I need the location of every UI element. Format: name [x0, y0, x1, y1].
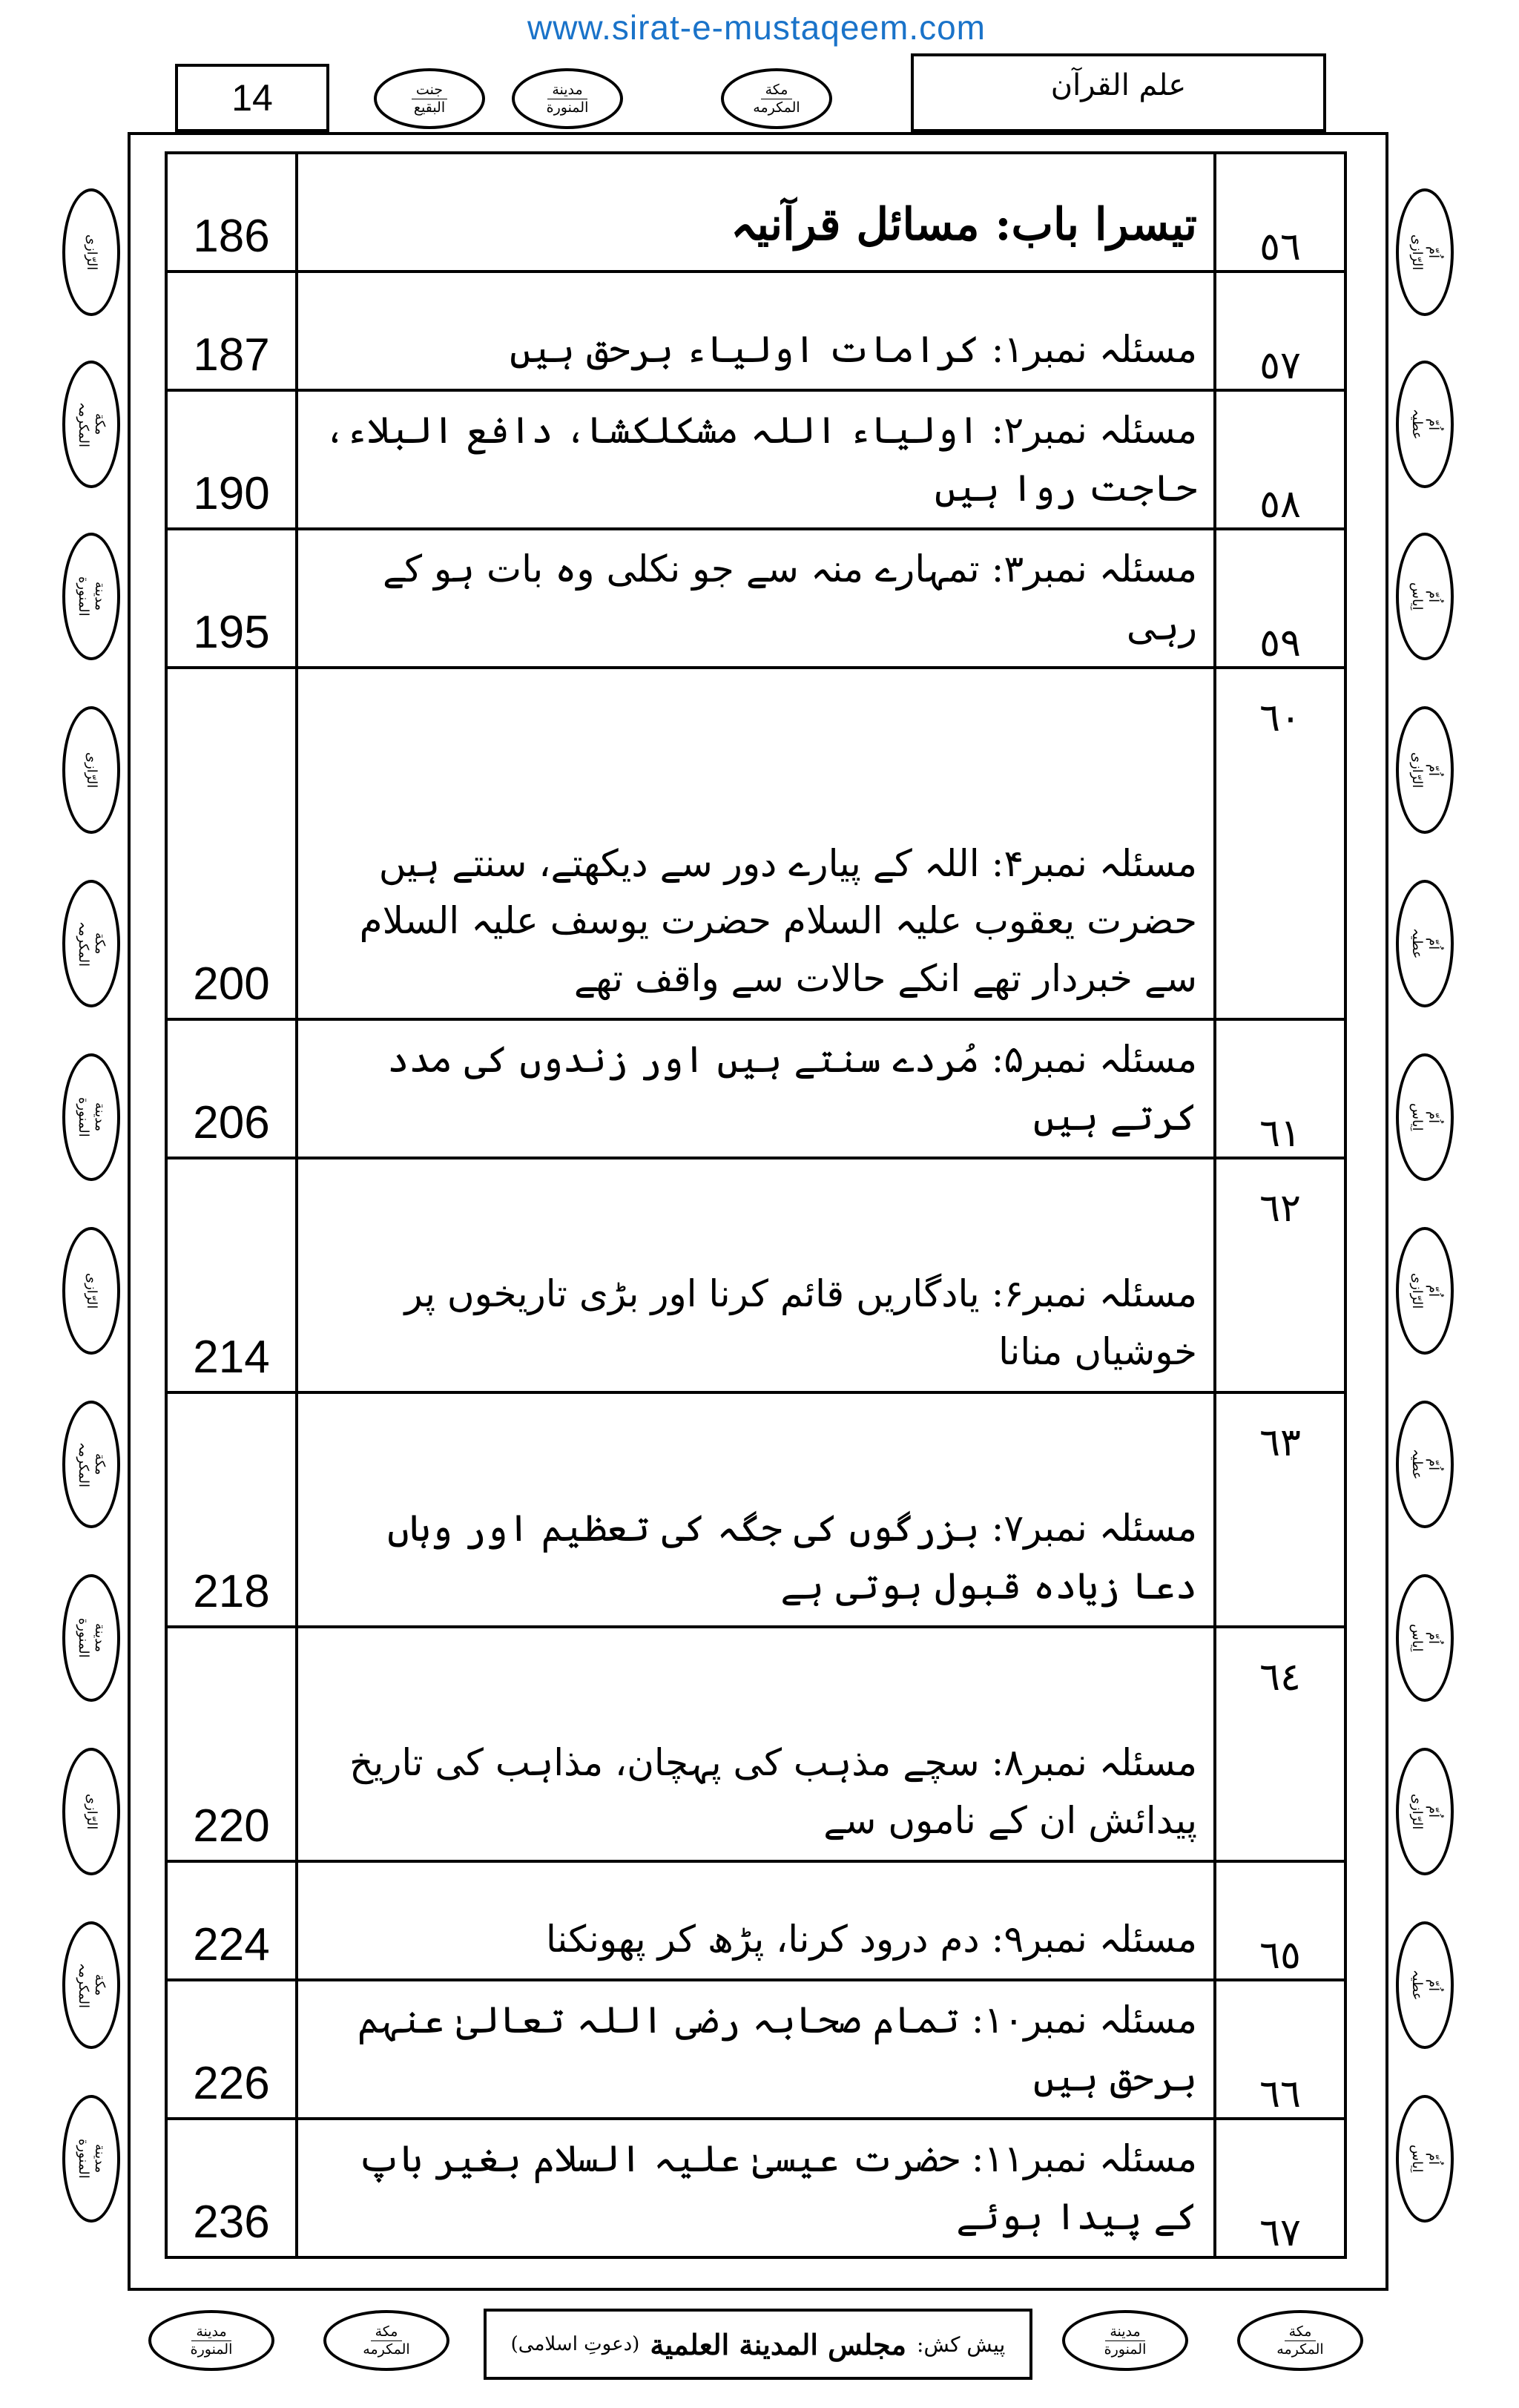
- badge-line: مدینة: [92, 2144, 108, 2174]
- badge-line: المنورة: [76, 2139, 91, 2179]
- badge-line: اُمّ: [1426, 1805, 1441, 1818]
- side-badge-left: [62, 1921, 120, 2049]
- toc-page: 200: [166, 668, 297, 1019]
- side-badge-left: [62, 188, 120, 316]
- toc-title: تیسرا باب: مسائل قرآنیہ: [297, 153, 1215, 272]
- toc-number: ٦٠: [1215, 668, 1345, 1019]
- side-badge-left: [62, 1053, 120, 1181]
- toc-row[interactable]: [166, 1019, 1345, 1158]
- toc-row[interactable]: [166, 1627, 1345, 1861]
- side-badge-right: [1396, 2095, 1454, 2223]
- badge-line: اُمّ: [1426, 1111, 1441, 1124]
- side-badge-right: [1396, 1053, 1454, 1181]
- toc-row[interactable]: [166, 1861, 1345, 1980]
- badge-line: مدینة: [92, 1623, 108, 1653]
- badge-line: اِیاس: [1409, 2145, 1425, 2173]
- toc-number: ٥٦: [1215, 153, 1345, 272]
- badge-line: مدینة: [191, 2323, 231, 2341]
- toc-title: مسئلہ نمبر۱: کرامات اولیاء برحق ہیں: [297, 272, 1215, 390]
- site-url[interactable]: www.sirat-e-mustaqeem.com: [527, 8, 986, 47]
- badge-line: المنورة: [76, 576, 91, 616]
- badge-line: الرّازی: [1409, 234, 1425, 271]
- side-badge-left: [62, 1227, 120, 1355]
- toc-row[interactable]: [166, 1158, 1345, 1392]
- badge-makka-mukarrama: [721, 68, 832, 129]
- footer-badge: [1237, 2310, 1363, 2371]
- side-badge-right: [1396, 1227, 1454, 1355]
- badge-line: الرّازی: [1409, 751, 1425, 789]
- side-badge-left: [62, 1574, 120, 1702]
- toc-number: ٦٣: [1215, 1392, 1345, 1627]
- toc-title: مسئلہ نمبر۵: مُردے سنتے ہیں اور زندوں کی مدد کرتے ہیں: [297, 1019, 1215, 1158]
- toc-title: مسئلہ نمبر۸: سچے مذہب کی پہچان، مذاہب کی تاریخ پیدائش ان کے ناموں سے: [297, 1627, 1215, 1861]
- badge-line: مکة: [92, 932, 108, 955]
- badge-line: جنت: [412, 82, 447, 99]
- badge-line: اُمّ: [1426, 590, 1441, 603]
- toc-row[interactable]: [166, 153, 1345, 272]
- toc-page: 214: [166, 1158, 297, 1392]
- toc-page: 236: [166, 2119, 297, 2257]
- publisher-label: پیش کش:: [917, 2332, 1006, 2357]
- toc-page: 226: [166, 1980, 297, 2119]
- badge-line: مکة: [761, 82, 793, 99]
- toc-number: ٦٤: [1215, 1627, 1345, 1861]
- publisher-name: مجلس المدینة العلمیة: [650, 2327, 907, 2361]
- side-badge-left: [62, 706, 120, 834]
- side-badge-left: [62, 2095, 120, 2223]
- badge-line: اِیاس: [1409, 1103, 1425, 1131]
- badge-line: مدینة: [1105, 2323, 1144, 2341]
- badge-line: البقیع: [413, 99, 446, 116]
- toc-row[interactable]: [166, 390, 1345, 529]
- side-badge-right: [1396, 533, 1454, 660]
- side-badge-right: [1396, 706, 1454, 834]
- toc-title: مسئلہ نمبر۳: تمہارے منہ سے جو نکلی وہ بات ہو کے رہی: [297, 529, 1215, 668]
- badge-line: مکة: [92, 1453, 108, 1476]
- toc-number: ٦٦: [1215, 1980, 1345, 2119]
- book-title: [911, 53, 1326, 132]
- badge-line: اِیاس: [1409, 582, 1425, 611]
- badge-line: الرّازی: [1409, 1272, 1425, 1309]
- toc-title: مسئلہ نمبر۷: بزرگوں کی جگہ کی تعظیم اور وہاں دعا زیادہ قبول ہوتی ہے: [297, 1392, 1215, 1627]
- toc-page: 195: [166, 529, 297, 668]
- side-badge-right: [1396, 1574, 1454, 1702]
- badge-line: المکرمه: [1276, 2340, 1324, 2358]
- side-badge-right: [1396, 188, 1454, 316]
- badge-line: المکرمه: [753, 99, 800, 116]
- badge-line: مدینة: [92, 582, 108, 611]
- footer-badge: [1062, 2310, 1188, 2371]
- toc-number: ٦٥: [1215, 1861, 1345, 1980]
- toc-title: مسئلہ نمبر۶: یادگاریں قائم کرنا اور بڑی تاریخوں پر خوشیاں منانا: [297, 1158, 1215, 1392]
- toc-row[interactable]: [166, 529, 1345, 668]
- badge-line: اُمّ: [1426, 2152, 1441, 2165]
- side-badge-left: [62, 1401, 120, 1528]
- side-badge-right: [1396, 1401, 1454, 1528]
- badge-line: مدینة: [547, 82, 587, 99]
- badge-line: المنورة: [190, 2340, 233, 2358]
- footer-badge: [148, 2310, 274, 2371]
- badge-line: المکرمه: [363, 2340, 410, 2358]
- badge-line: المنورة: [76, 1618, 91, 1658]
- toc-number: ٦٧: [1215, 2119, 1345, 2257]
- badge-line: اُمّ: [1426, 1631, 1441, 1645]
- toc-page: 220: [166, 1627, 297, 1861]
- toc-page: 224: [166, 1861, 297, 1980]
- badge-line: مکة: [371, 2323, 403, 2341]
- publisher-sub: (دعوتِ اسلامی): [510, 2333, 640, 2355]
- badge-line: اُمّ: [1426, 418, 1441, 431]
- toc-row[interactable]: [166, 668, 1345, 1019]
- side-badge-right: [1396, 880, 1454, 1007]
- badge-line: مدینة: [92, 1102, 108, 1132]
- side-badge-right: [1396, 1921, 1454, 2049]
- badge-line: المنورة: [546, 99, 589, 116]
- badge-line: المکرمہ: [76, 1962, 91, 2008]
- badge-line: الرّازی: [84, 751, 99, 789]
- toc-row[interactable]: [166, 1980, 1345, 2119]
- side-badge-right: [1396, 1748, 1454, 1875]
- toc-row[interactable]: [166, 2119, 1345, 2257]
- toc-row[interactable]: [166, 1392, 1345, 1627]
- badge-line: الرّازی: [84, 1272, 99, 1309]
- badge-line: مکة: [92, 413, 108, 435]
- toc-table: [165, 151, 1347, 2259]
- toc-number: ٥٨: [1215, 390, 1345, 529]
- badge-line: الرّازی: [84, 1793, 99, 1830]
- toc-title: مسئلہ نمبر۱۰: تمام صحابہ رضی اللہ تعالیٰ عنہم برحق ہیں: [297, 1980, 1215, 2119]
- side-badge-left: [62, 533, 120, 660]
- badge-line: اُمّ: [1426, 763, 1441, 777]
- badge-line: عطیہ: [1409, 409, 1425, 440]
- side-badge-left: [62, 880, 120, 1007]
- badge-line: اِیاس: [1409, 1624, 1425, 1652]
- toc-number: ٦٢: [1215, 1158, 1345, 1392]
- toc-number: ٥٩: [1215, 529, 1345, 668]
- publisher-box: [484, 2309, 1032, 2380]
- toc-number: ٦١: [1215, 1019, 1345, 1158]
- page-number: 14: [175, 64, 329, 132]
- toc-title: مسئلہ نمبر۱۱: حضرت عیسیٰ علیہ السلام بغیر باپ کے پیدا ہوئے: [297, 2119, 1215, 2257]
- toc-page: 187: [166, 272, 297, 390]
- toc-title: مسئلہ نمبر۹: دم درود کرنا، پڑھ کر پھونکنا: [297, 1861, 1215, 1980]
- side-badge-right: [1396, 361, 1454, 488]
- badge-line: عطیہ: [1409, 928, 1425, 959]
- toc-page: 190: [166, 390, 297, 529]
- badge-line: المکرمہ: [76, 1441, 91, 1487]
- badge-line: مکة: [1285, 2323, 1317, 2341]
- toc-page: 206: [166, 1019, 297, 1158]
- badge-line: مکة: [92, 1974, 108, 1996]
- toc-title: مسئلہ نمبر۲: اولیاء اللہ مشکلکشا، دافع البلاء، حاجت روا ہیں: [297, 390, 1215, 529]
- side-badge-left: [62, 361, 120, 488]
- toc-row[interactable]: [166, 272, 1345, 390]
- badge-line: الرّازی: [84, 234, 99, 271]
- badge-line: الرّازی: [1409, 1793, 1425, 1830]
- badge-line: المنورة: [1104, 2340, 1147, 2358]
- badge-line: عطیہ: [1409, 1449, 1425, 1480]
- badge-line: اُمّ: [1426, 937, 1441, 950]
- badge-line: اُمّ: [1426, 1978, 1441, 1992]
- badge-line: اُمّ: [1426, 1284, 1441, 1297]
- badge-line: المکرمہ: [76, 401, 91, 447]
- footer-badge: [323, 2310, 449, 2371]
- toc-number: ٥٧: [1215, 272, 1345, 390]
- toc-title: مسئلہ نمبر۴: اللہ کے پیارے دور سے دیکھتے، سنتے ہیں حضرت یعقوب علیہ السلام حضرت یوسف علیہ السلام سے خبردار تھے انکے حالات سے واقف تھے: [297, 668, 1215, 1019]
- book-title-text: علم القرآن: [1050, 68, 1187, 102]
- badge-madina-munawwara: [512, 68, 623, 129]
- badge-line: اُمّ: [1426, 1458, 1441, 1471]
- badge-line: عطیہ: [1409, 1970, 1425, 2001]
- badge-line: المنورة: [76, 1097, 91, 1137]
- badge-line: اُمّ: [1426, 246, 1441, 259]
- toc-page: 186: [166, 153, 297, 272]
- side-badge-left: [62, 1748, 120, 1875]
- badge-line: المکرمہ: [76, 921, 91, 967]
- badge-jannat-ul-baqi: [374, 68, 485, 129]
- toc-page: 218: [166, 1392, 297, 1627]
